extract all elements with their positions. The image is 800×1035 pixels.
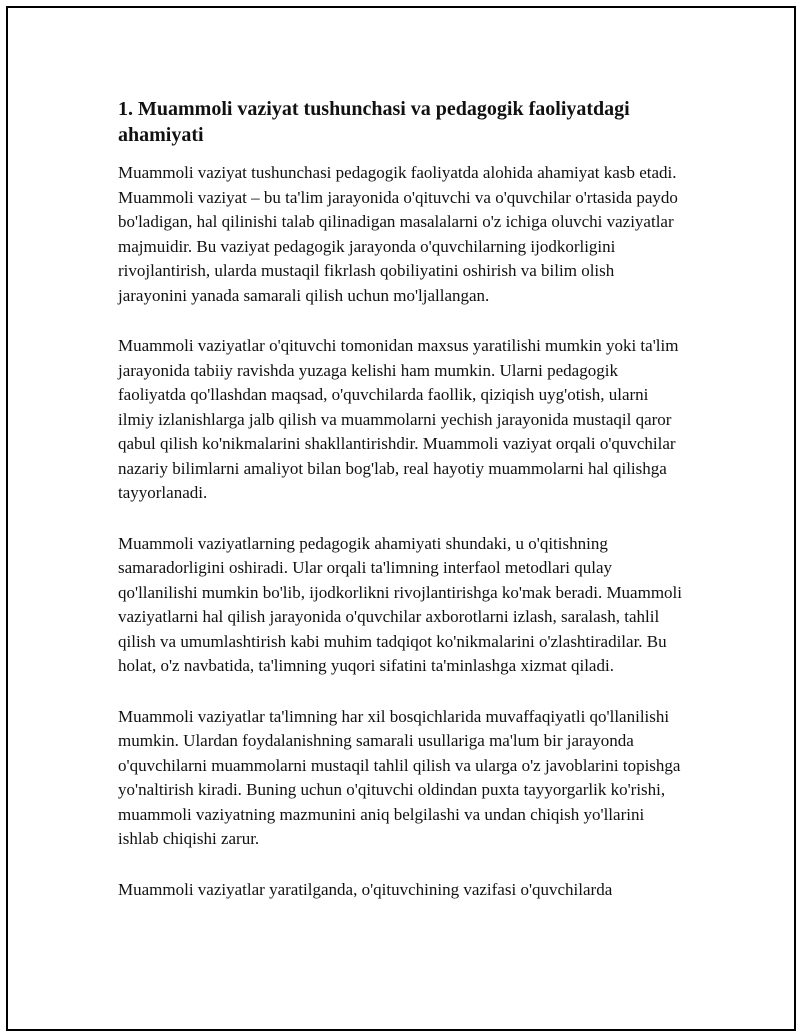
section-heading: 1. Muammoli vaziyat tushunchasi va pedagogik faoliyatdagi ahamiyati [118,98,630,146]
paragraph-5: Muammoli vaziyatlar yaratilganda, o'qituvchining vazifasi o'quvchilarda [118,879,613,899]
document-body [118,96,684,928]
paragraph-3: Muammoli vaziyatlarning pedagogik ahamiyati shundaki, u o'qitishning samaradorligini oshiradi. Ular orqali ta'limning interfaol metodlari qulay qo'llanilishi mumkin bo'lib, ijodkorlikni rivojlantirishga ko'mak beradi. Muammoli vaziyatlarni hal qilish jarayonida o'quvchilar axborotlarni izlash, saralash, tahlil qilish va umumlashtirish kabi muhim tadqiqot ko'nikmalarini o'zlashtiradilar. Bu holat, o'z navbatida, ta'limning yuqori sifatini ta'minlashga xizmat qiladi. [118,533,682,675]
paragraph-2: Muammoli vaziyatlar o'qituvchi tomonidan maxsus yaratilishi mumkin yoki ta'lim jarayonida tabiiy ravishda yuzaga kelishi ham mumkin. Ularni pedagogik faoliyatda qo'llashdan maqsad, o'quvchilarda faollik, qiziqish uyg'otish, ularni ilmiy izlanishlarga jalb qilish va muammolarni yechish jarayonida mustaqil qaror qabul qilish ko'nikmalarini shakllantirishdir. Muammoli vaziyat orqali o'quvchilar nazariy bilimlarni amaliyot bilan bog'lab, real hayotiy muammolarni hal qilishga tayyorlanadi. [118,336,679,502]
paragraph-4: Muammoli vaziyatlar ta'limning har xil bosqichlarida muvaffaqiyatli qo'llanilishi mumkin. Ulardan foydalanishning samarali usullariga ma'lum bir jarayonda o'quvchilarni muammolarni mustaqil tahlil qilish va ularga o'z javoblarini topishga yo'naltirish kiradi. Buning uchun o'qituvchi oldindan puxta tayyorgarlik ko'rishi, muammoli vaziyatning mazmunini aniq belgilashi va undan chiqish yo'llarini ishlab chiqishi zarur. [118,706,681,848]
paragraph-1: Muammoli vaziyat tushunchasi pedagogik faoliyatda alohida ahamiyat kasb etadi. Muammoli vaziyat – bu ta'lim jarayonida o'qituvchi va o'quvchilar o'rtasida paydo bo'ladigan, hal qilinishi talab qilinadigan masalalarni o'z ichiga oluvchi vaziyatlar majmuidir. Bu vaziyat pedagogik jarayonda o'quvchilarning ijodkorligini rivojlantirish, ularda mustaqil fikrlash qobiliyatini oshirish va bilim olish jarayonini yanada samarali qilish uchun mo'ljallangan. [118,163,678,305]
